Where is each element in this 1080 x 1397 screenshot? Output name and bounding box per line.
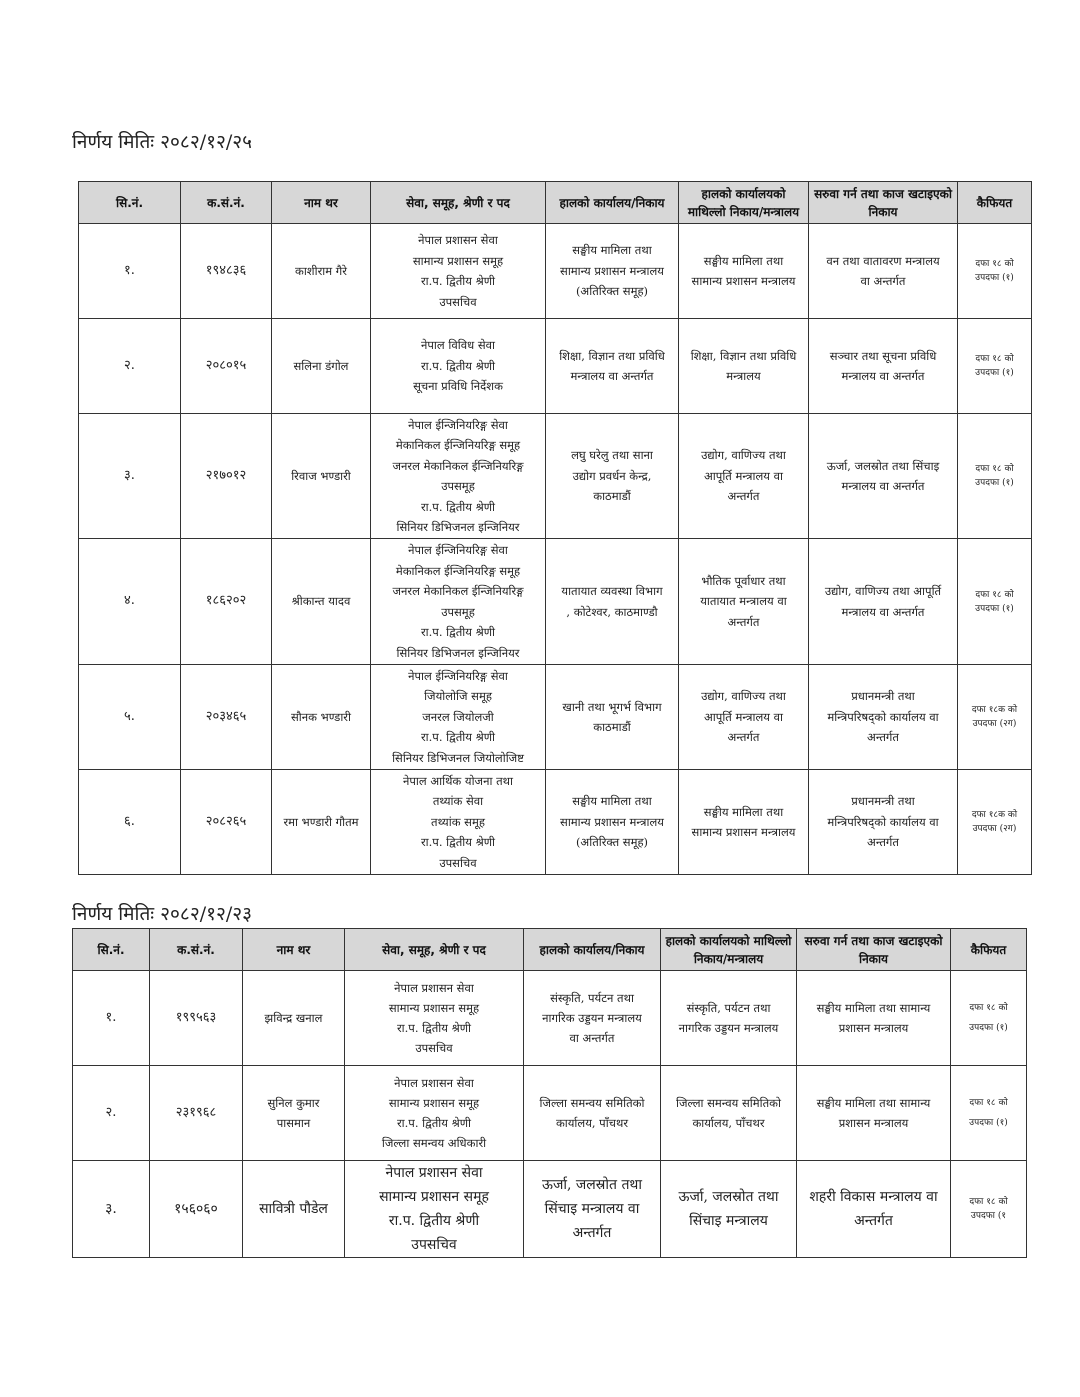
cell-remark: दफा १८ को उपदफा (१) <box>958 414 1032 539</box>
cell-remark: दफा १८ को उपदफा (१) <box>951 1066 1027 1161</box>
cell-post: नेपाल प्रशासन सेवा सामान्य प्रशासन समूह रा.प. द्वितीय श्रेणी जिल्ला समन्वय अधिकारी <box>345 1066 524 1161</box>
cell-remark: दफा १८ को उपदफा (१) <box>958 539 1032 665</box>
col-header-sn: सि.नं. <box>73 929 150 971</box>
cell-sn: २. <box>73 1066 150 1161</box>
table-row <box>73 1066 1027 1161</box>
cell-remark: दफा १८क को उपदफा (२ग) <box>958 665 1032 770</box>
col-header-post: सेवा, समूह, श्रेणी र पद <box>345 929 524 971</box>
cell-code: २०३४६५ <box>181 665 272 770</box>
col-header-parent: हालको कार्यालयको माथिल्लो निकाय/मन्त्रालय <box>679 182 809 224</box>
cell-sn: ४. <box>79 539 181 665</box>
cell-name: रिवाज भण्डारी <box>272 414 371 539</box>
cell-post: नेपाल प्रशासन सेवा सामान्य प्रशासन समूह रा.प. द्वितीय श्रेणी उपसचिव <box>345 1161 524 1258</box>
cell-office: ऊर्जा, जलस्रोत तथा सिंचाइ मन्त्रालय वा अन्तर्गत <box>524 1161 661 1258</box>
cell-code: २३१९६८ <box>150 1066 243 1161</box>
cell-office: यातायात व्यवस्था विभाग , कोटेश्वर, काठमाण्डौ <box>546 539 679 665</box>
cell-sn: ३. <box>73 1161 150 1258</box>
cell-target: शहरी विकास मन्त्रालय वा अन्तर्गत <box>797 1161 951 1258</box>
table-row <box>79 319 1032 414</box>
cell-remark: दफा १८क को उपदफा (२ग) <box>958 770 1032 875</box>
cell-office: खानी तथा भूगर्भ विभाग काठमाडौं <box>546 665 679 770</box>
cell-target: ऊर्जा, जलस्रोत तथा सिंचाइ मन्त्रालय वा अन्तर्गत <box>809 414 958 539</box>
cell-target: प्रधानमन्त्री तथा मन्त्रिपरिषद्को कार्यालय वा अन्तर्गत <box>809 665 958 770</box>
cell-code: १९४८३६ <box>181 224 272 319</box>
cell-target: सङ्घीय मामिला तथा सामान्य प्रशासन मन्त्रालय <box>797 971 951 1066</box>
cell-target: उद्योग, वाणिज्य तथा आपूर्ति मन्त्रालय वा अन्तर्गत <box>809 539 958 665</box>
cell-sn: २. <box>79 319 181 414</box>
cell-post: नेपाल प्रशासन सेवा सामान्य प्रशासन समूह रा.प. द्वितीय श्रेणी उपसचिव <box>371 224 546 319</box>
cell-remark: दफा १८ को उपदफा (१ <box>951 1161 1027 1258</box>
table-row <box>79 770 1032 875</box>
col-header-code: क.सं.नं. <box>181 182 272 224</box>
cell-parent: सङ्घीय मामिला तथा सामान्य प्रशासन मन्त्रालय <box>679 224 809 319</box>
col-header-name: नाम थर <box>272 182 371 224</box>
cell-code: १८६२०२ <box>181 539 272 665</box>
cell-office: शिक्षा, विज्ञान तथा प्रविधि मन्त्रालय वा अन्तर्गत <box>546 319 679 414</box>
table-row <box>73 1161 1027 1258</box>
cell-sn: ३. <box>79 414 181 539</box>
cell-parent: भौतिक पूर्वाधार तथा यातायात मन्त्रालय वा अन्तर्गत <box>679 539 809 665</box>
cell-post: नेपाल विविध सेवा रा.प. द्वितीय श्रेणी सूचना प्रविधि निर्देशक <box>371 319 546 414</box>
cell-remark: दफा १८ को उपदफा (१) <box>958 224 1032 319</box>
cell-name: सौनक भण्डारी <box>272 665 371 770</box>
cell-office: संस्कृति, पर्यटन तथा नागरिक उड्डयन मन्त्रालय वा अन्तर्गत <box>524 971 661 1066</box>
cell-parent: शिक्षा, विज्ञान तथा प्रविधि मन्त्रालय <box>679 319 809 414</box>
cell-name: श्रीकान्त यादव <box>272 539 371 665</box>
cell-target: सङ्घीय मामिला तथा सामान्य प्रशासन मन्त्रालय <box>797 1066 951 1161</box>
cell-name: झविन्द्र खनाल <box>243 971 345 1066</box>
cell-remark: दफा १८ को उपदफा (१) <box>951 971 1027 1066</box>
cell-post: नेपाल प्रशासन सेवा सामान्य प्रशासन समूह रा.प. द्वितीय श्रेणी उपसचिव <box>345 971 524 1066</box>
col-header-office: हालको कार्यालय/निकाय <box>524 929 661 971</box>
table-row <box>79 414 1032 539</box>
cell-code: २०८०१५ <box>181 319 272 414</box>
cell-parent: उद्योग, वाणिज्य तथा आपूर्ति मन्त्रालय वा अन्तर्गत <box>679 414 809 539</box>
cell-office: सङ्घीय मामिला तथा सामान्य प्रशासन मन्त्रालय (अतिरिक्त समूह) <box>546 770 679 875</box>
cell-sn: १. <box>73 971 150 1066</box>
table-row <box>79 224 1032 319</box>
cell-parent: उद्योग, वाणिज्य तथा आपूर्ति मन्त्रालय वा अन्तर्गत <box>679 665 809 770</box>
col-header-code: क.सं.नं. <box>150 929 243 971</box>
table-row <box>79 539 1032 665</box>
cell-name: सुनिल कुमार पासमान <box>243 1066 345 1161</box>
cell-code: १९९५६३ <box>150 971 243 1066</box>
decision-date-heading-1: निर्णय मितिः २०८२/१२/२५ <box>72 131 253 153</box>
cell-parent: सङ्घीय मामिला तथा सामान्य प्रशासन मन्त्रालय <box>679 770 809 875</box>
cell-post: नेपाल ईन्जिनियरिङ्ग सेवा जियोलोजि समूह जनरल जियोलजी रा.प. द्वितीय श्रेणी सिनियर डिभिजनल जियोलोजिष्ट <box>371 665 546 770</box>
cell-target: प्रधानमन्त्री तथा मन्त्रिपरिषद्को कार्यालय वा अन्तर्गत <box>809 770 958 875</box>
cell-post: नेपाल ईन्जिनियरिङ्ग सेवा मेकानिकल ईन्जिनियरिङ्ग समूह जनरल मेकानिकल ईन्जिनियरिङ्ग उपसमूह रा.प. द्वितीय श्रेणी सिनियर डिभिजनल इन्जिनियर <box>371 539 546 665</box>
col-header-parent: हालको कार्यालयको माथिल्लो निकाय/मन्त्रालय <box>661 929 797 971</box>
transfer-table-2 <box>72 928 1027 1258</box>
cell-post: नेपाल ईन्जिनियरिङ्ग सेवा मेकानिकल ईन्जिनियरिङ्ग समूह जनरल मेकानिकल ईन्जिनियरिङ्ग उपसमूह रा.प. द्वितीय श्रेणी सिनियर डिभिजनल इन्जिनियर <box>371 414 546 539</box>
col-header-sn: सि.नं. <box>79 182 181 224</box>
cell-code: २१७०१२ <box>181 414 272 539</box>
cell-name: सावित्री पौडेल <box>243 1161 345 1258</box>
table-row <box>79 665 1032 770</box>
table-row <box>73 971 1027 1066</box>
cell-parent: जिल्ला समन्वय समितिको कार्यालय, पाँचथर <box>661 1066 797 1161</box>
cell-office: जिल्ला समन्वय समितिको कार्यालय, पाँचथर <box>524 1066 661 1161</box>
cell-remark: दफा १८ को उपदफा (१) <box>958 319 1032 414</box>
cell-name: रमा भण्डारी गौतम <box>272 770 371 875</box>
col-header-post: सेवा, समूह, श्रेणी र पद <box>371 182 546 224</box>
table-header-row <box>79 182 1032 224</box>
col-header-remark: कैफियत <box>951 929 1027 971</box>
cell-target: वन तथा वातावरण मन्त्रालय वा अन्तर्गत <box>809 224 958 319</box>
cell-sn: ५. <box>79 665 181 770</box>
decision-date-heading-2: निर्णय मितिः २०८२/१२/२३ <box>72 903 253 925</box>
cell-sn: ६. <box>79 770 181 875</box>
cell-sn: १. <box>79 224 181 319</box>
cell-name: सलिना डंगोल <box>272 319 371 414</box>
cell-office: सङ्घीय मामिला तथा सामान्य प्रशासन मन्त्रालय (अतिरिक्त समूह) <box>546 224 679 319</box>
cell-code: १५६०६० <box>150 1161 243 1258</box>
col-header-remark: कैफियत <box>958 182 1032 224</box>
cell-parent: ऊर्जा, जलस्रोत तथा सिंचाइ मन्त्रालय <box>661 1161 797 1258</box>
col-header-office: हालको कार्यालय/निकाय <box>546 182 679 224</box>
table-header-row <box>73 929 1027 971</box>
cell-post: नेपाल आर्थिक योजना तथा तथ्यांक सेवा तथ्यांक समूह रा.प. द्वितीय श्रेणी उपसचिव <box>371 770 546 875</box>
cell-code: २०८२६५ <box>181 770 272 875</box>
col-header-target: सरुवा गर्न तथा काज खटाइएको निकाय <box>809 182 958 224</box>
cell-parent: संस्कृति, पर्यटन तथा नागरिक उड्डयन मन्त्रालय <box>661 971 797 1066</box>
cell-name: काशीराम गैरे <box>272 224 371 319</box>
col-header-target: सरुवा गर्न तथा काज खटाइएको निकाय <box>797 929 951 971</box>
transfer-table-1 <box>78 181 1032 875</box>
cell-office: लघु घरेलु तथा साना उद्योग प्रवर्धन केन्द्र, काठमाडौं <box>546 414 679 539</box>
col-header-name: नाम थर <box>243 929 345 971</box>
cell-target: सञ्चार तथा सूचना प्रविधि मन्त्रालय वा अन्तर्गत <box>809 319 958 414</box>
